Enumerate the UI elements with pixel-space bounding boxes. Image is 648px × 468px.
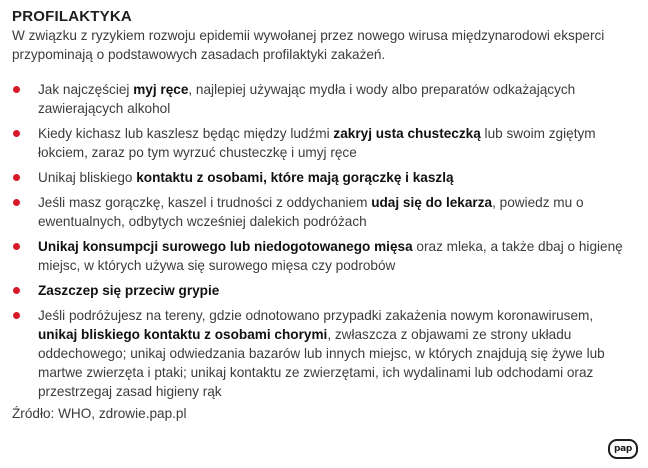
infographic bbox=[12, 7, 632, 407]
bullet-icon bbox=[13, 243, 20, 250]
item-text: , powiedz mu o ewentualnych, odbytych wcześniej dalekich podróżach bbox=[38, 195, 584, 229]
item-text: Jeśli masz gorączkę, kaszel i trudności z oddychaniem bbox=[38, 195, 372, 210]
item-text: Jeśli podróżujesz na tereny, gdzie odnotowano przypadki zakażenia nowym koronawirusem, bbox=[38, 308, 594, 323]
source-note: Źródło: WHO, zdrowie.pap.pl bbox=[12, 406, 187, 421]
emphasis-text: zakryj usta chusteczką bbox=[333, 126, 481, 141]
bullet-icon bbox=[13, 130, 20, 137]
item-text: Jak najczęściej bbox=[38, 82, 134, 97]
emphasis-text: myj ręce bbox=[133, 82, 189, 97]
emphasis-text: unikaj bliskiego kontaktu z osobami chorymi bbox=[38, 327, 328, 342]
list-item bbox=[12, 281, 632, 300]
bullet-icon bbox=[13, 199, 20, 206]
item-text: , najlepiej używając mydła i wody albo preparatów odkażających zawierających alkohol bbox=[38, 82, 576, 116]
emphasis-text: Unikaj konsumpcji surowego lub niedogotowanego mięsa bbox=[38, 239, 413, 254]
item-text: , zwłaszcza z objawami ze strony układu oddechowego; unikaj odwiedzania bazarów lub innych miejsc, w których znajdują się żywe lub martwe zwierzęta i ptaki; unikaj kontaktu ze zwierzętami, ich wydalinami lub odchodami oraz przestrzegaj zasad higieny rąk bbox=[38, 327, 605, 399]
emphasis-text: kontaktu z osobami, które mają gorączkę i kaszlą bbox=[136, 170, 454, 185]
list-item bbox=[12, 193, 632, 231]
bullet-icon bbox=[13, 287, 20, 294]
intro-text: W związku z ryzykiem rozwoju epidemii wywołanej przez nowego wirusa międzynarodowi eksperci przypominają o podstawowych zasadach profilaktyki zakażeń. bbox=[12, 28, 605, 62]
list-item bbox=[12, 168, 632, 187]
list-item bbox=[12, 237, 632, 275]
pap-logo: pap bbox=[608, 439, 638, 459]
item-text: lub swoim zgiętym łokciem, zaraz po tym wyrzuć chusteczkę i umyj ręce bbox=[38, 126, 596, 160]
list-item bbox=[12, 124, 632, 162]
bullet-icon bbox=[13, 312, 20, 319]
page-title: PROFILAKTYKA bbox=[12, 8, 132, 25]
list-item bbox=[12, 306, 632, 401]
bullet-icon bbox=[13, 86, 20, 93]
emphasis-text: Zaszczep się przeciw grypie bbox=[38, 283, 220, 298]
item-text: Unikaj bliskiego bbox=[38, 170, 137, 185]
item-text: Kiedy kichasz lub kaszlesz będąc między ludźmi bbox=[38, 126, 334, 141]
item-text: oraz mleka, a także dbaj o higienę miejsc, w których używa się surowego mięsa czy podrobów bbox=[38, 239, 623, 273]
advice-list bbox=[12, 80, 632, 401]
list-item bbox=[12, 80, 632, 118]
bullet-icon bbox=[13, 174, 20, 181]
emphasis-text: udaj się do lekarza bbox=[371, 195, 493, 210]
